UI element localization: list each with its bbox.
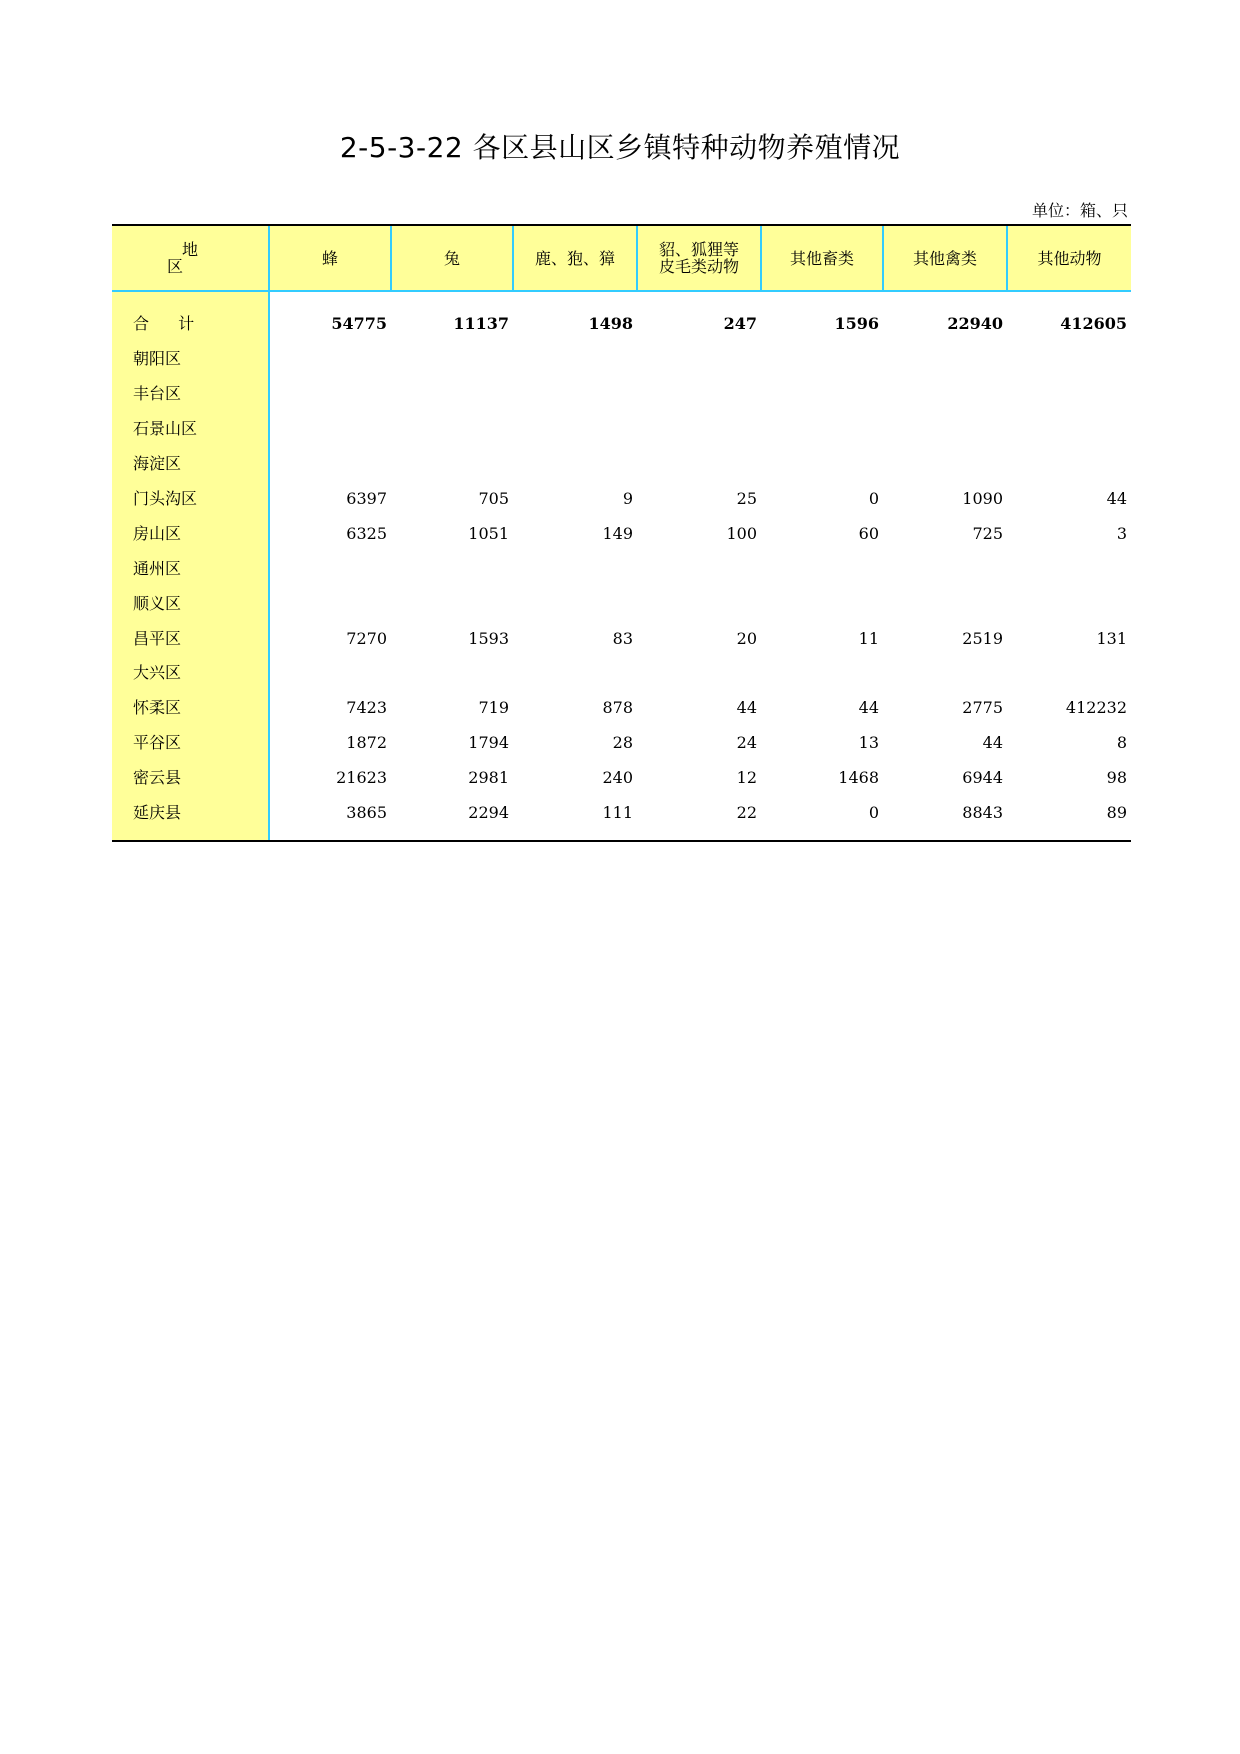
value-cell: 1794 [468,733,509,753]
table-row [112,516,1131,551]
table-row [112,726,1131,761]
region-label: 通州区 [133,558,182,578]
value-cell [513,412,637,447]
value-cell: 28 [612,733,633,753]
value-cell: 44 [858,698,879,718]
region-label: 顺义区 [133,593,182,613]
value-cell [1007,586,1131,621]
table-row [112,447,1131,482]
region-label: 门头沟区 [133,489,198,508]
value-cell: 111 [513,796,637,842]
unit-note: 单位：箱、只 [1031,201,1128,220]
region-label: 延庆县 [133,803,182,823]
value-cell: 8 [1116,733,1127,753]
value-cell [391,377,513,412]
region-cell [112,656,269,691]
region-label: 合 计 [133,314,207,333]
value-cell [761,656,883,691]
value-cell [637,586,761,621]
value-cell [1007,342,1131,377]
value-cell [513,656,637,691]
region-label: 密云县 [133,768,182,788]
value-cell: 22940 [947,314,1003,333]
region-label: 平谷区 [133,733,182,753]
value-cell [761,586,883,621]
value-cell [269,342,391,377]
value-cell [269,412,391,447]
value-cell: 719 [478,698,509,718]
value-cell [391,586,513,621]
value-cell: 412605 [1060,314,1127,333]
column-header [637,225,761,291]
column-header [761,225,883,291]
value-cell [883,447,1007,482]
value-cell: 2294 [391,796,513,842]
value-cell: 7423 [346,698,387,718]
value-cell [391,551,513,586]
table-row [112,551,1131,586]
column-header-label: 兔 [443,248,460,268]
value-cell: 705 [478,489,509,508]
value-cell: 44 [736,698,757,718]
region-cell [112,621,269,656]
value-cell [761,412,883,447]
region-cell [112,586,269,621]
value-cell [883,377,1007,412]
value-cell: 6397 [346,489,387,508]
column-header [513,225,637,291]
table-row [112,291,1131,342]
value-cell: 100 [726,523,757,543]
value-cell [513,551,637,586]
value-cell: 3 [1116,523,1127,543]
value-cell [1007,656,1131,691]
region-label: 怀柔区 [133,698,182,718]
region-label: 海淀区 [133,454,182,474]
value-cell [269,447,391,482]
value-cell [637,447,761,482]
value-cell [391,342,513,377]
value-cell [883,551,1007,586]
region-cell [112,447,269,482]
value-cell [761,377,883,412]
value-cell: 1468 [838,768,879,788]
value-cell: 1498 [588,314,633,333]
table-row [112,412,1131,447]
column-header [391,225,513,291]
value-cell: 6944 [962,768,1003,788]
column-header-label: 地 区 [166,240,228,276]
value-cell [637,551,761,586]
column-header-label: 其他禽类 [912,248,977,268]
value-cell: 7270 [346,628,387,648]
value-cell [391,447,513,482]
value-cell [637,656,761,691]
value-cell: 2775 [962,698,1003,718]
column-header-region [112,225,269,291]
value-cell [1007,447,1131,482]
column-header-label: 皮毛类动物 [658,257,739,276]
value-cell: 11137 [453,314,509,333]
value-cell: 1596 [834,314,879,333]
value-cell: 131 [1096,628,1127,648]
region-cell [112,796,269,842]
value-cell [269,656,391,691]
value-cell: 89 [1007,796,1131,842]
value-cell: 13 [858,733,879,753]
value-cell: 3865 [269,796,391,842]
column-header-label: 貂、狐狸等 [658,240,739,259]
value-cell: 60 [858,523,879,543]
value-cell: 98 [1106,768,1127,788]
value-cell: 1593 [468,628,509,648]
value-cell: 725 [972,523,1003,543]
value-cell: 0 [761,796,883,842]
value-cell: 21623 [336,768,387,788]
value-cell: 44 [982,733,1003,753]
value-cell [761,551,883,586]
region-cell [112,482,269,517]
value-cell [883,586,1007,621]
column-header-label: 其他畜类 [789,248,854,268]
value-cell [637,377,761,412]
value-cell [761,447,883,482]
value-cell [637,412,761,447]
value-cell: 0 [868,489,879,508]
header-row [112,225,1131,291]
value-cell [269,551,391,586]
value-cell [883,342,1007,377]
region-label: 昌平区 [133,628,182,648]
value-cell: 9 [622,489,633,508]
value-cell: 412232 [1065,698,1127,718]
region-cell [112,291,269,342]
table-row [112,482,1131,517]
value-cell: 6325 [346,523,387,543]
column-header [1007,225,1131,291]
value-cell [1007,412,1131,447]
region-cell [112,761,269,796]
value-cell: 83 [612,628,633,648]
value-cell [269,586,391,621]
region-cell [112,342,269,377]
value-cell [1007,377,1131,412]
column-header-label: 其他动物 [1037,248,1102,268]
value-cell [1007,551,1131,586]
region-label: 房山区 [133,523,182,543]
table-header [112,225,1131,291]
value-cell: 2519 [962,628,1003,648]
column-header-label: 鹿、狍、獐 [534,248,615,268]
value-cell: 878 [602,698,633,718]
value-cell [269,377,391,412]
value-cell [513,377,637,412]
table-row [112,586,1131,621]
value-cell: 247 [723,314,757,333]
value-cell [391,656,513,691]
page-title: 2-5-3-22 各区县山区乡镇特种动物养殖情况 [339,131,901,164]
value-cell: 44 [1106,489,1127,508]
region-label: 丰台区 [133,384,182,404]
value-cell [883,412,1007,447]
region-cell [112,516,269,551]
column-header [883,225,1007,291]
statistics-table [112,224,1131,842]
value-cell: 22 [637,796,761,842]
table-row [112,377,1131,412]
value-cell [761,342,883,377]
value-cell: 54775 [331,314,387,333]
region-label: 朝阳区 [133,349,182,369]
table-row [112,691,1131,726]
value-cell: 25 [736,489,757,508]
table-row [112,621,1131,656]
value-cell [513,342,637,377]
value-cell: 2981 [468,768,509,788]
region-label: 大兴区 [133,663,182,683]
value-cell: 1872 [346,733,387,753]
region-cell [112,551,269,586]
region-cell [112,691,269,726]
region-cell [112,726,269,761]
value-cell: 1051 [468,523,509,543]
value-cell [513,447,637,482]
value-cell: 149 [602,523,633,543]
value-cell: 8843 [883,796,1007,842]
value-cell: 1090 [962,489,1003,508]
column-header-label: 蜂 [321,248,338,268]
value-cell [391,412,513,447]
value-cell: 20 [736,628,757,648]
column-header [269,225,391,291]
table-body [112,291,1131,841]
value-cell: 12 [736,768,757,788]
value-cell: 11 [858,628,879,648]
value-cell [513,586,637,621]
value-cell [883,656,1007,691]
value-cell: 24 [736,733,757,753]
table-row [112,796,1131,842]
value-cell [637,342,761,377]
region-cell [112,377,269,412]
table-row [112,342,1131,377]
value-cell: 240 [602,768,633,788]
region-cell [112,412,269,447]
table-row [112,656,1131,691]
table-row [112,761,1131,796]
region-label: 石景山区 [133,419,198,439]
